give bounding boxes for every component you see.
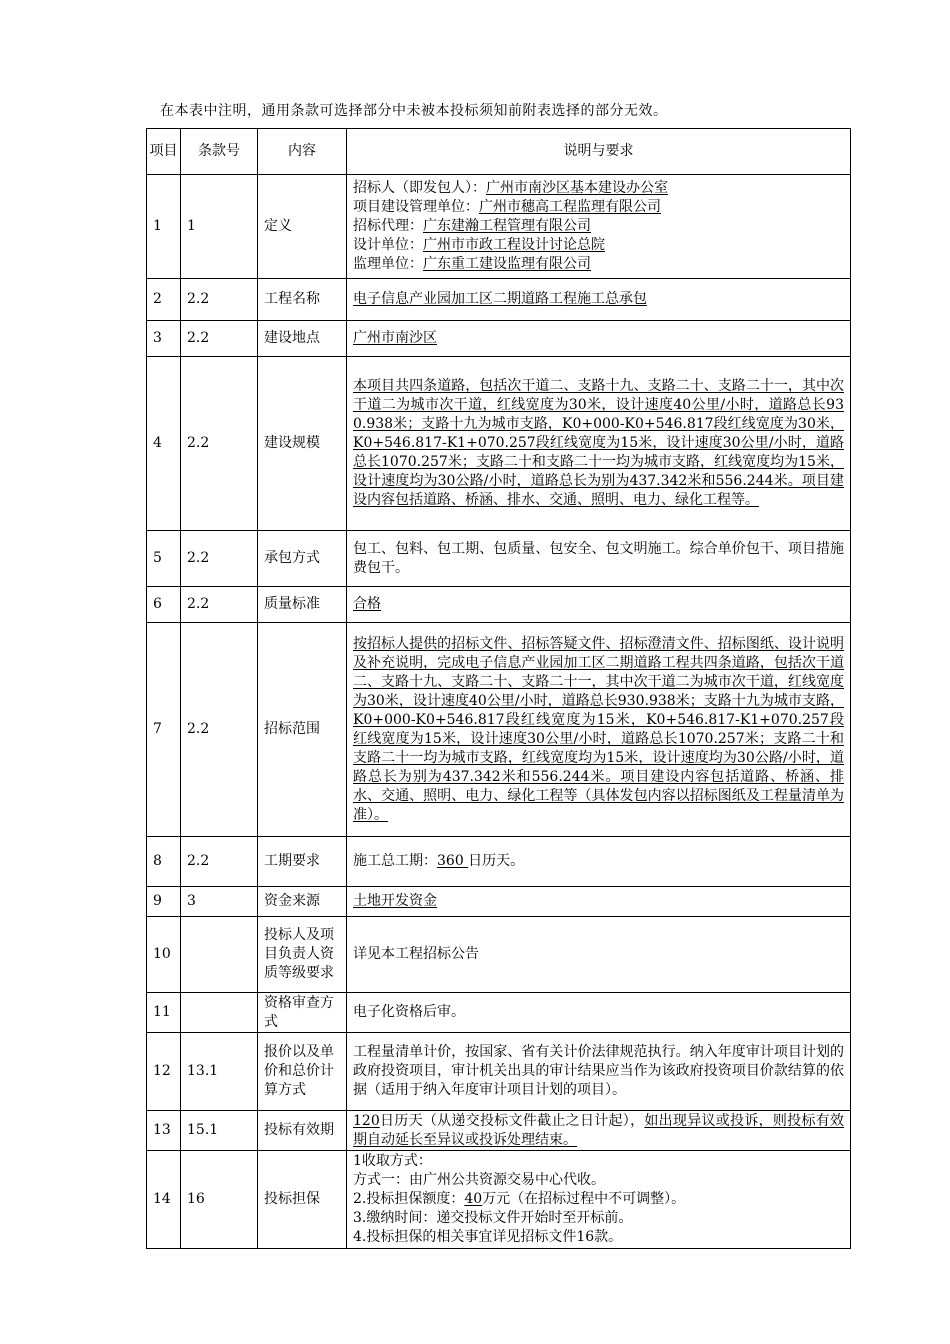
- validity-days: 120: [353, 1112, 380, 1129]
- guarantee-amount-label: 2.投标担保额度：: [353, 1191, 465, 1207]
- row-description: [347, 175, 851, 279]
- row-description: [347, 887, 851, 917]
- row-number: 6: [147, 587, 181, 623]
- row-clause: 2.2: [181, 321, 258, 357]
- row-content: 招标范围: [258, 623, 347, 837]
- row-content: 资金来源: [258, 887, 347, 917]
- row-number: 3: [147, 321, 181, 357]
- definition-line: [353, 255, 844, 274]
- row-description: [347, 1151, 851, 1249]
- row-description: 详见本工程招标公告: [347, 917, 851, 993]
- row-number: 1: [147, 175, 181, 279]
- row-content: 投标有效期: [258, 1111, 347, 1151]
- bid-instructions-table: [146, 128, 851, 1249]
- row-clause: 2.2: [181, 587, 258, 623]
- table-row: [147, 587, 851, 623]
- construction-scale: 本项目共四条道路，包括次干道二、支路十九、支路二十、支路二十一，其中次干道二为城市次干道，红线宽度为30米，设计速度40公里/小时，道路总长930.938米；支路十九为城市支路，K0+000-K0+546.817段红线宽度为30米，K0+546.817-K1+070.257段红线宽度为15米，设计速度30公里/小时，道路总长1070.257米；支路二十和支路二十一均为城市支路，红线宽度均为15米，设计速度均为30公路/小时，道路总长为别为437.342米和556.244米。项目建设内容包括道路、桥涵、排水、交通、照明、电力、绿化工程等。: [353, 378, 844, 508]
- guarantee-amount-unit: 万元（在招标过程中不可调整）。: [482, 1191, 686, 1207]
- header-content: 内容: [258, 129, 347, 175]
- validity-extension: 如出现异议或投诉，则投标有效期自动延长至异议或投诉处理结束。: [353, 1112, 845, 1148]
- row-clause: 2.2: [181, 837, 258, 887]
- table-row: [147, 1111, 851, 1151]
- construction-site: 广州市南沙区: [353, 330, 437, 346]
- table-row: [147, 175, 851, 279]
- row-description: [347, 279, 851, 321]
- table-row: [147, 887, 851, 917]
- row-number: 5: [147, 531, 181, 587]
- row-number: 13: [147, 1111, 181, 1151]
- definition-value: 广州市市政工程设计讨论总院: [423, 237, 605, 253]
- definition-label: 监理单位：: [353, 256, 423, 272]
- header-item-no: 项目: [147, 129, 181, 175]
- definition-line: [353, 217, 844, 236]
- tender-scope: 按招标人提供的招标文件、招标答疑文件、招标澄清文件、招标图纸、设计说明及补充说明，完成电子信息产业园加工区二期道路工程共四条道路，包括次干道二、支路十九、支路二十、支路二十一，其中次干道二为城市次干道，红线宽度为30米，设计速度40公里/小时，道路总长930.938米；支路十九为城市支路，K0+000-K0+546.817段红线宽度为15米，K0+546.817-K1+070.257段红线宽度为15米，设计速度30公里/小时，道路总长1070.257米；支路二十和支路二十一均为城市支路，红线宽度均为15米，设计速度均为30公路/小时，道路总长为别为437.342米和556.244米。项目建设内容包括道路、桥涵、排水、交通、照明、电力、绿化工程等（具体发包内容以招标图纸及工程量清单为准）。: [353, 635, 844, 823]
- row-description: [347, 321, 851, 357]
- row-content: 建设规模: [258, 357, 347, 531]
- guarantee-line: 3.缴纳时间：递交投标文件开始时至开标前。: [353, 1210, 633, 1226]
- table-row: [147, 279, 851, 321]
- row-number: 14: [147, 1151, 181, 1249]
- definition-label: 项目建设管理单位：: [353, 199, 479, 215]
- row-description: [347, 1111, 851, 1151]
- row-content: 资格审查方式: [258, 993, 347, 1033]
- guarantee-line: 方式一：由广州公共资源交易中心代收。: [353, 1172, 605, 1188]
- table-row: [147, 917, 851, 993]
- row-content: 投标担保: [258, 1151, 347, 1249]
- validity-text: 日历天（从递交投标文件截止之日计起），: [379, 1112, 645, 1129]
- table-header-row: [147, 129, 851, 175]
- row-number: 8: [147, 837, 181, 887]
- definition-value: 广东建瀚工程管理有限公司: [423, 218, 591, 234]
- guarantee-amount: 40: [464, 1191, 483, 1207]
- definition-label: 招标人（即发包人）：: [353, 180, 486, 196]
- row-number: 11: [147, 993, 181, 1033]
- row-content: 报价以及单价和总价计算方式: [258, 1033, 347, 1111]
- guarantee-line: 1收取方式：: [353, 1153, 432, 1169]
- row-number: 4: [147, 357, 181, 531]
- row-number: 9: [147, 887, 181, 917]
- row-clause: 13.1: [181, 1033, 258, 1111]
- table-row: [147, 357, 851, 531]
- row-content: 定义: [258, 175, 347, 279]
- row-clause: 3: [181, 887, 258, 917]
- duration-value: 360: [437, 853, 469, 869]
- guarantee-line: [353, 1190, 844, 1209]
- row-clause: 2.2: [181, 623, 258, 837]
- row-clause: 1: [181, 175, 258, 279]
- row-clause: 2.2: [181, 357, 258, 531]
- row-description: 包工、包料、包工期、包质量、包安全、包文明施工。综合单价包干、项目措施费包干。: [347, 531, 851, 587]
- definition-line: [353, 179, 844, 198]
- row-clause: 2.2: [181, 279, 258, 321]
- definition-line: [353, 236, 844, 255]
- row-clause: [181, 993, 258, 1033]
- table-row: [147, 531, 851, 587]
- row-content: 建设地点: [258, 321, 347, 357]
- definition-line: [353, 198, 844, 217]
- duration-label: 施工总工期：: [353, 853, 437, 869]
- row-number: 2: [147, 279, 181, 321]
- row-description: [347, 357, 851, 531]
- table-row: [147, 321, 851, 357]
- row-content: 工期要求: [258, 837, 347, 887]
- row-clause: [181, 917, 258, 993]
- table-row: [147, 1033, 851, 1111]
- row-number: 10: [147, 917, 181, 993]
- row-clause: 2.2: [181, 531, 258, 587]
- row-content: 工程名称: [258, 279, 347, 321]
- definition-value: 广州市南沙区基本建设办公室: [486, 180, 668, 196]
- row-content: 投标人及项目负责人资质等级要求: [258, 917, 347, 993]
- row-description: 工程量清单计价，按国家、省有关计价法律规范执行。纳入年度审计项目计划的政府投资项目，审计机关出具的审计结果应当作为该政府投资项目价款结算的依据（适用于纳入年度审计项目计划的项目）。: [347, 1033, 851, 1111]
- guarantee-line: 4.投标担保的相关事宜详见招标文件16款。: [353, 1229, 623, 1245]
- definition-value: 广州市穗高工程监理有限公司: [479, 199, 661, 215]
- row-content: 质量标准: [258, 587, 347, 623]
- table-row: [147, 993, 851, 1033]
- row-number: 7: [147, 623, 181, 837]
- project-name: 电子信息产业园加工区二期道路工程施工总承包: [353, 291, 647, 307]
- quality-standard: 合格: [353, 596, 381, 612]
- table-row: [147, 623, 851, 837]
- definition-label: 招标代理：: [353, 218, 423, 234]
- row-clause: 16: [181, 1151, 258, 1249]
- header-description: 说明与要求: [347, 129, 851, 175]
- row-description: [347, 837, 851, 887]
- row-description: [347, 623, 851, 837]
- intro-note: 在本表中注明，通用条款可选择部分中未被本投标须知前附表选择的部分无效。: [160, 103, 668, 119]
- row-number: 12: [147, 1033, 181, 1111]
- definition-label: 设计单位：: [353, 237, 423, 253]
- table-row: [147, 837, 851, 887]
- definition-value: 广东重工建设监理有限公司: [423, 256, 591, 272]
- duration-unit: 日历天。: [468, 853, 525, 869]
- header-clause-no: 条款号: [181, 129, 258, 175]
- row-content: 承包方式: [258, 531, 347, 587]
- table-row: [147, 1151, 851, 1249]
- row-description: [347, 587, 851, 623]
- row-description: 电子化资格后审。: [347, 993, 851, 1033]
- row-clause: 15.1: [181, 1111, 258, 1151]
- fund-source: 土地开发资金: [353, 893, 437, 909]
